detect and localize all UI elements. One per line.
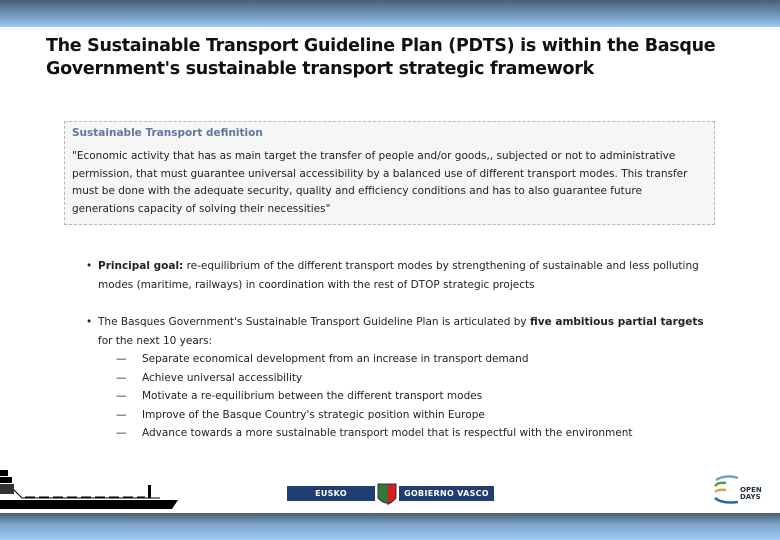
logo-text-left: EUSKO JAURLARITZA [287,486,375,501]
target-item: — Advance towards a more sustainable transport model that is respectful with the environment [116,424,706,443]
target-item: — Achieve universal accessibility [116,369,706,388]
logo-text-right: GOBIERNO VASCO [399,486,494,501]
target-item: — Separate economical development from an increase in transport demand [116,350,706,369]
open-days-swoosh-icon [712,472,740,508]
definition-text: "Economic activity that has as main target the transfer of people and/or goods,, subjected or not to administrative permission, that must guarantee universal accessibility by a balanced use of different transport modes. This transfer must be done with the adequate security, quality and efficiency conditions and has to also guarantee future generations capacity of solving their necessities" [72,150,688,215]
bullet-bold: five ambitious partial targets [529,316,704,328]
definition-box [64,121,715,225]
bullet-icon: • [86,316,93,328]
target-item: — Motivate a re-equilibrium between the different transport modes [116,387,706,406]
definition-heading: Sustainable Transport definition [72,127,263,139]
basque-government-logo [287,482,494,513]
open-days-logo [712,472,770,508]
bullet-principal-goal [86,257,706,294]
open-days-text [740,487,762,501]
bullet-bold: Principal goal: [98,260,184,272]
open-word: OPEN [740,486,762,494]
bullet-text: for the next 10 years: [98,334,213,347]
days-word: DAYS [740,493,761,501]
bullet-targets [86,313,706,443]
bullet-icon: • [86,260,93,272]
ship-icon [0,465,180,513]
target-item: — Improve of the Basque Country's strategic position within Europe [116,406,706,425]
bullet-text: re-equilibrium of the different transport modes by strengthening of sustainable and less polluting modes (maritime, railways) in coordination with the rest of DTOP strategic projects [98,260,699,291]
header-band [0,0,780,27]
coat-of-arms-icon [376,482,398,508]
footer-band [0,513,780,540]
slide-title: The Sustainable Transport Guideline Plan (PDTS) is within the Basque Government's sustainable transport strategic framework [46,36,716,79]
bullet-pre: The Basques Government's Sustainable Transport Guideline Plan is articulated by [98,316,530,328]
target-list [86,350,706,443]
